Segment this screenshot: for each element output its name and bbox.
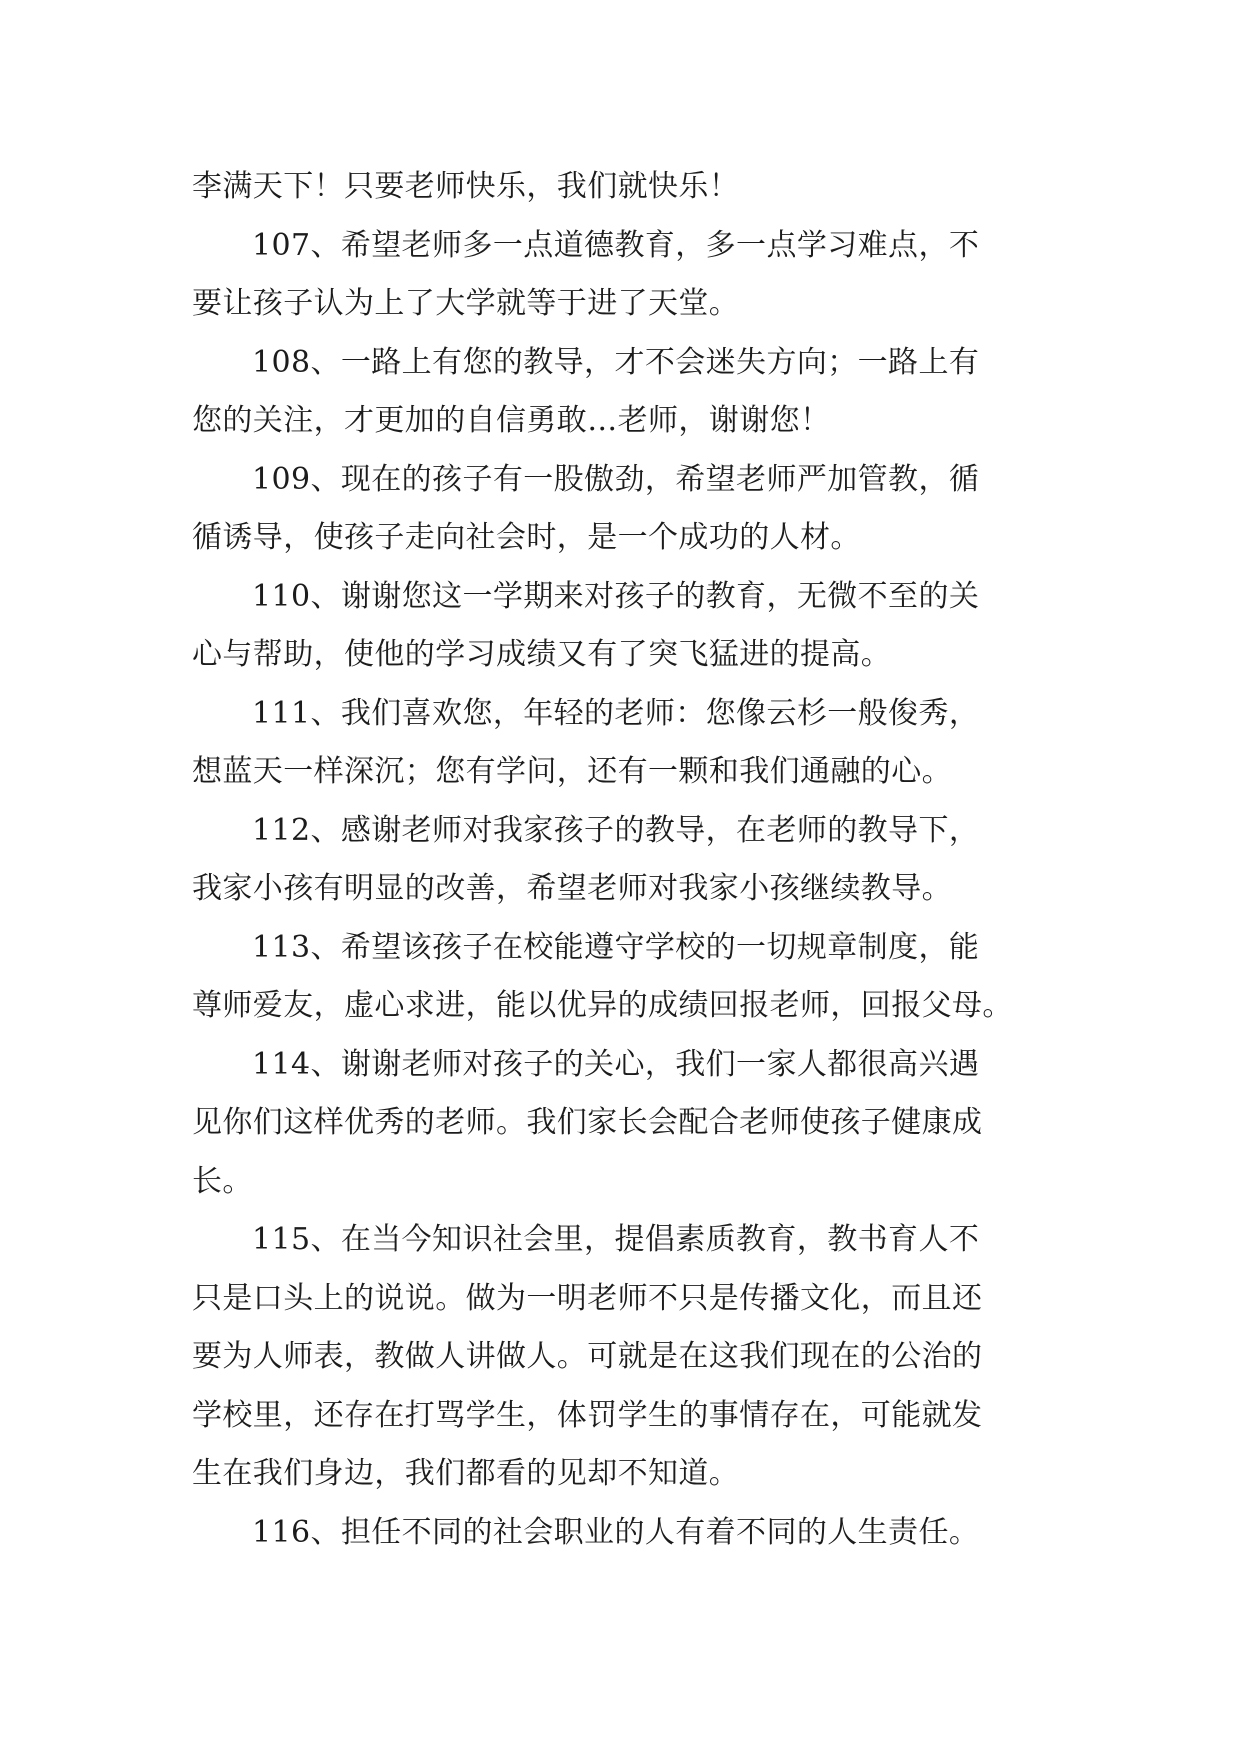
text-line: 110、谢谢您这一学期来对孩子的教育，无微不至的关 xyxy=(252,578,980,614)
text-line: 您的关注，才更加的自信勇敢…老师，谢谢您！ xyxy=(192,403,831,438)
text-line: 要让孩子认为上了大学就等于进了天堂。 xyxy=(192,286,740,321)
text-line: 想蓝天一样深沉；您有学问，还有一颗和我们通融的心。 xyxy=(192,754,952,789)
text-line: 要为人师表，教做人讲做人。可就是在这我们现在的公治的 xyxy=(192,1339,983,1374)
text-line: 生在我们身边，我们都看的见却不知道。 xyxy=(192,1456,740,1491)
document-body xyxy=(192,158,1062,1562)
text-line: 尊师爱友，虚心求进，能以优异的成绩回报老师，回报父母。 xyxy=(192,988,1013,1023)
text-line: 只是口头上的说说。做为一明老师不只是传播文化，而且还 xyxy=(192,1280,983,1316)
text-line: 112、感谢老师对我家孩子的教导，在老师的教导下， xyxy=(252,812,980,848)
text-line: 113、希望该孩子在校能遵守学校的一切规章制度，能 xyxy=(252,929,980,965)
text-line: 108、一路上有您的教导，才不会迷失方向；一路上有 xyxy=(252,344,980,380)
text-line: 115、在当今知识社会里，提倡素质教育，教书育人不 xyxy=(252,1222,980,1257)
text-line: 107、希望老师多一点道德教育，多一点学习难点，不 xyxy=(252,227,980,263)
text-line: 李满天下！只要老师快乐，我们就快乐！ xyxy=(192,169,740,204)
text-line: 我家小孩有明显的改善，希望老师对我家小孩继续教导。 xyxy=(192,871,952,906)
text-line: 114、谢谢老师对孩子的关心，我们一家人都很高兴遇 xyxy=(252,1046,980,1082)
text-line: 长。 xyxy=(192,1163,253,1199)
text-line: 109、现在的孩子有一股傲劲，希望老师严加管教，循 xyxy=(252,461,980,497)
text-line: 循诱导，使孩子走向社会时，是一个成功的人材。 xyxy=(192,520,861,555)
text-line: 116、担任不同的社会职业的人有着不同的人生责任。 xyxy=(252,1514,980,1550)
text-line: 111、我们喜欢您，年轻的老师：您像云杉一般俊秀， xyxy=(252,695,980,731)
text-line: 见你们这样优秀的老师。我们家长会配合老师使孩子健康成 xyxy=(192,1105,983,1140)
text-line: 学校里，还存在打骂学生，体罚学生的事情存在，可能就发 xyxy=(192,1397,983,1433)
text-line: 心与帮助，使他的学习成绩又有了突飞猛进的提高。 xyxy=(192,637,892,672)
